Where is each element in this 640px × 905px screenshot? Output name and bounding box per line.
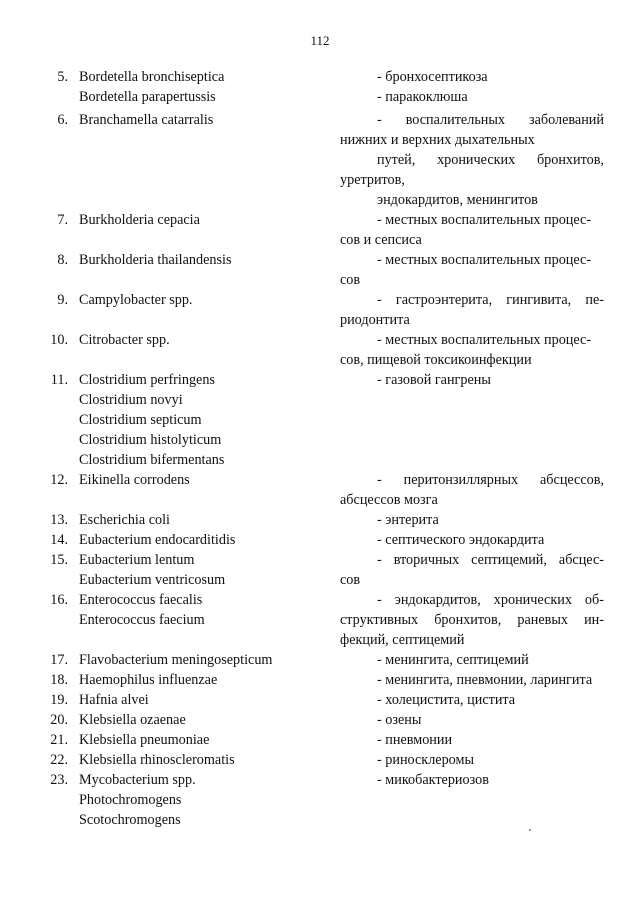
disease-description	[340, 690, 604, 710]
entry-number: 7.	[57, 212, 68, 228]
organism-name: Clostridium bifermentans	[79, 452, 225, 468]
word: -	[377, 292, 382, 308]
word: вторичных	[393, 552, 460, 568]
entry-number: 13.	[50, 512, 68, 528]
word: -	[377, 592, 382, 608]
entry-number: 9.	[57, 292, 68, 308]
entry-number: 10.	[50, 332, 68, 348]
word: ин-	[584, 612, 604, 628]
description-line: риодонтита	[340, 312, 410, 328]
description-line: сов, пищевой токсикоинфекции	[340, 352, 532, 368]
disease-description	[340, 550, 604, 590]
organism-names	[79, 210, 329, 230]
entry-number: 19.	[50, 692, 68, 708]
organism-name: Bordetella parapertussis	[79, 89, 216, 105]
description-line: - холецистита, цистита	[377, 692, 516, 708]
organism-names	[79, 470, 329, 490]
organism-name: Scotochromogens	[79, 812, 181, 828]
word: эндокардитов,	[394, 592, 481, 608]
disease-description	[340, 510, 604, 530]
organism-names	[79, 770, 329, 830]
disease-description	[340, 210, 604, 250]
entry-number: 11.	[50, 372, 68, 388]
organism-names	[79, 530, 329, 550]
description-line	[340, 610, 604, 630]
disease-description	[340, 290, 604, 330]
description-line: сов	[340, 272, 361, 288]
description-line: - паракоклюша	[377, 89, 468, 105]
entry-number: 21.	[50, 732, 68, 748]
word: об-	[584, 592, 604, 608]
organism-name: Burkholderia cepacia	[79, 212, 200, 228]
organism-names	[79, 550, 329, 590]
organism-name: Escherichia coli	[79, 512, 170, 528]
organism-names	[79, 67, 329, 107]
organism-name: Eikinella corrodens	[79, 472, 190, 488]
organism-names	[79, 290, 329, 310]
organism-names	[79, 650, 329, 670]
organism-names	[79, 510, 329, 530]
disease-description	[340, 530, 604, 550]
entry-number: 5.	[57, 69, 68, 85]
description-line: - энтерита	[377, 512, 439, 528]
organism-name: Bordetella bronchiseptica	[79, 69, 225, 85]
organism-name: Hafnia alvei	[79, 692, 149, 708]
organism-name: Clostridium septicum	[79, 412, 202, 428]
organism-name: Clostridium perfringens	[79, 372, 215, 388]
description-line: нижних и верхних дыхательных	[340, 132, 535, 148]
organism-names	[79, 670, 329, 690]
disease-description	[340, 670, 604, 690]
organism-name: Klebsiella ozaenae	[79, 712, 186, 728]
entry-number: 14.	[50, 532, 68, 548]
description-line: - пневмонии	[377, 732, 453, 748]
description-line: - местных воспалительных процес-	[377, 212, 592, 228]
description-line: - бронхосептикоза	[377, 69, 488, 85]
word: -	[377, 552, 382, 568]
word: воспалительных	[405, 112, 506, 128]
organism-name: Enterococcus faecium	[79, 612, 205, 628]
entry-number: 16.	[50, 592, 68, 608]
description-line: сов	[340, 572, 361, 588]
word: гингивита,	[506, 292, 572, 308]
organism-names	[79, 110, 329, 130]
organism-names	[79, 690, 329, 710]
word: хронических	[493, 592, 572, 608]
description-line: - местных воспалительных процес-	[377, 332, 592, 348]
organism-name: Eubacterium ventricosum	[79, 572, 226, 588]
description-line	[340, 150, 604, 170]
organism-name: Mycobacterium spp.	[79, 772, 196, 788]
word: абсцес-	[558, 552, 604, 568]
disease-description	[340, 770, 604, 790]
organism-names	[79, 370, 329, 470]
organism-name: Photochromogens	[79, 792, 182, 808]
word: бронхитов,	[434, 612, 502, 628]
word: структивных	[340, 612, 419, 628]
word: бронхитов,	[536, 152, 604, 168]
description-line: абсцессов мозга	[340, 492, 438, 508]
speck-mark	[529, 829, 531, 831]
organism-name: Clostridium novyi	[79, 392, 183, 408]
description-line: - местных воспалительных процес-	[377, 252, 592, 268]
organism-name: Clostridium histolyticum	[79, 432, 222, 448]
description-line	[340, 290, 604, 310]
disease-description	[340, 710, 604, 730]
organism-name: Klebsiella pneumoniae	[79, 732, 210, 748]
description-line: - риносклеромы	[377, 752, 474, 768]
entry-number: 8.	[57, 252, 68, 268]
organism-name: Eubacterium endocarditidis	[79, 532, 236, 548]
organism-names	[79, 750, 329, 770]
organism-name: Campylobacter spp.	[79, 292, 193, 308]
word: абсцессов,	[540, 472, 604, 488]
description-line: - менингита, септицемий	[377, 652, 529, 668]
description-line: - септического эндокардита	[377, 532, 545, 548]
organism-names	[79, 330, 329, 350]
disease-description	[340, 750, 604, 770]
word: раневых	[517, 612, 568, 628]
word: заболеваний	[528, 112, 604, 128]
disease-description	[340, 730, 604, 750]
entry-number: 18.	[50, 672, 68, 688]
disease-description	[340, 650, 604, 670]
organism-name: Branchamella catarralis	[79, 112, 214, 128]
description-line	[340, 110, 604, 130]
organism-name: Citrobacter spp.	[79, 332, 170, 348]
disease-description	[340, 590, 604, 650]
disease-description	[340, 470, 604, 510]
page-number: 112	[310, 33, 330, 48]
organism-names	[79, 590, 329, 630]
entry-number: 20.	[50, 712, 68, 728]
description-line	[340, 550, 604, 570]
description-line: фекций, септицемий	[340, 632, 465, 648]
organism-name: Enterococcus faecalis	[79, 592, 203, 608]
word: перитонзиллярных	[403, 472, 519, 488]
disease-description	[340, 250, 604, 290]
description-line: - озены	[377, 712, 422, 728]
entry-number: 15.	[50, 552, 68, 568]
word: -	[377, 472, 382, 488]
organism-names	[79, 710, 329, 730]
description-line	[340, 470, 604, 490]
disease-description	[340, 330, 604, 370]
organism-name: Haemophilus influenzae	[79, 672, 218, 688]
word: хронических	[437, 152, 516, 168]
organism-name: Flavobacterium meningosepticum	[79, 652, 273, 668]
disease-description	[340, 370, 604, 390]
entry-number: 22.	[50, 752, 68, 768]
description-line: - менингита, пневмонии, ларингита	[377, 672, 593, 688]
description-line: - газовой гангрены	[377, 372, 491, 388]
organism-name: Burkholderia thailandensis	[79, 252, 232, 268]
organism-name: Eubacterium lentum	[79, 552, 195, 568]
entry-number: 23.	[50, 772, 68, 788]
organism-names	[79, 250, 329, 270]
entry-number: 12.	[50, 472, 68, 488]
entry-number: 6.	[57, 112, 68, 128]
disease-description	[340, 67, 604, 107]
word: -	[377, 112, 382, 128]
organism-name: Klebsiella rhinoscleromatis	[79, 752, 235, 768]
description-line: уретритов,	[340, 172, 405, 188]
description-line	[340, 590, 604, 610]
word: септицемий,	[471, 552, 547, 568]
word: путей,	[377, 152, 416, 168]
description-line: - микобактериозов	[377, 772, 489, 788]
word: гастроэнтерита,	[395, 292, 493, 308]
description-line: сов и сепсиса	[340, 232, 422, 248]
organism-names	[79, 730, 329, 750]
word: пе-	[585, 292, 604, 308]
description-line: эндокардитов, менингитов	[377, 192, 538, 208]
disease-description	[340, 110, 604, 210]
entry-number: 17.	[50, 652, 68, 668]
